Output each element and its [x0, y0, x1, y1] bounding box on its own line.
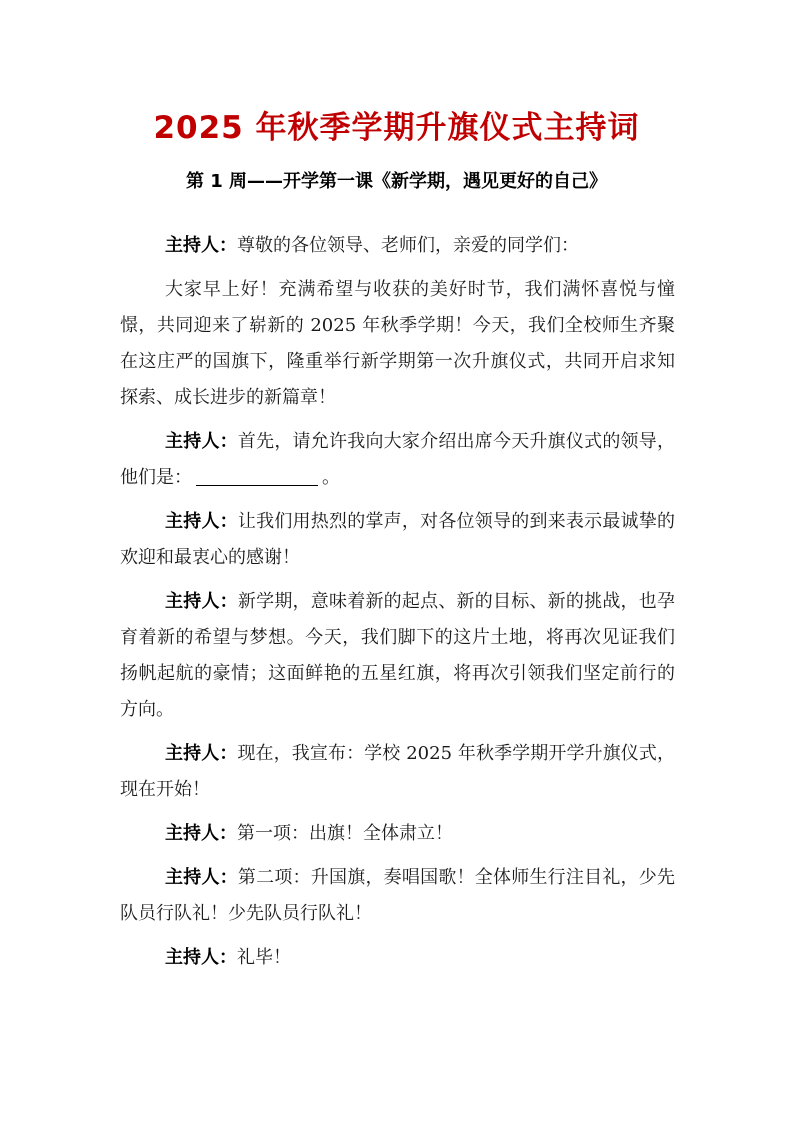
paragraph-text: 新学期，意味着新的起点、新的目标、新的挑战，也孕育着新的希望与梦想。今天，我们脚下的这片土地，将再次见证我们扬帆起航的豪情；这面鲜艳的五星红旗，将再次引领我们坚定前行的方向。	[120, 591, 675, 720]
paragraph-text: 第二项：升国旗，奏唱国歌！全体师生行注目礼，少先队员行队礼！少先队员行队礼！	[120, 867, 675, 924]
speaker-label: 主持人：	[165, 431, 238, 452]
paragraph	[120, 424, 675, 496]
speaker-label: 主持人：	[165, 867, 238, 888]
speaker-label: 主持人：	[165, 823, 237, 844]
document-subtitle: 第 1 周——开学第一课《新学期，遇见更好的自己》	[185, 171, 608, 192]
document-title: 2025 年秋季学期升旗仪式主持词	[153, 110, 640, 146]
paragraph-text: 现在，我宣布：学校 2025 年秋季学期开学升旗仪式，现在开始！	[120, 743, 676, 800]
paragraph	[120, 504, 675, 576]
document-body	[120, 228, 675, 984]
speaker-label: 主持人：	[165, 235, 237, 256]
speaker-label: 主持人：	[165, 947, 237, 968]
paragraph	[120, 816, 675, 852]
paragraph	[120, 940, 675, 976]
paragraph	[120, 860, 675, 932]
paragraph-text: 大家早上好！充满希望与收获的美好时节，我们满怀喜悦与憧憬，共同迎来了崭新的 2025 年秋季学期！今天，我们全校师生齐聚在这庄严的国旗下，隆重举行新学期第一次升旗仪式，共同开启求知探索、成长进步的新篇章！	[120, 279, 675, 408]
speaker-label: 主持人：	[165, 743, 238, 764]
paragraph-text: 首先，请允许我向大家介绍出席今天升旗仪式的领导，他们是：	[120, 431, 675, 488]
paragraph-text-end: 。	[322, 467, 340, 488]
fill-in-blank-line	[196, 467, 318, 486]
paragraph-text: 让我们用热烈的掌声，对各位领导的到来表示最诚挚的欢迎和最衷心的感谢！	[120, 511, 675, 568]
paragraph-text: 第一项：出旗！全体肃立！	[237, 823, 453, 844]
speaker-label: 主持人：	[165, 511, 238, 532]
paragraph	[120, 584, 675, 728]
paragraph-text: 尊敬的各位领导、老师们，亲爱的同学们：	[237, 235, 579, 256]
paragraph	[120, 272, 675, 416]
speaker-label: 主持人：	[165, 591, 238, 612]
paragraph-text: 礼毕！	[237, 947, 291, 968]
paragraph	[120, 736, 675, 808]
paragraph	[120, 228, 675, 264]
